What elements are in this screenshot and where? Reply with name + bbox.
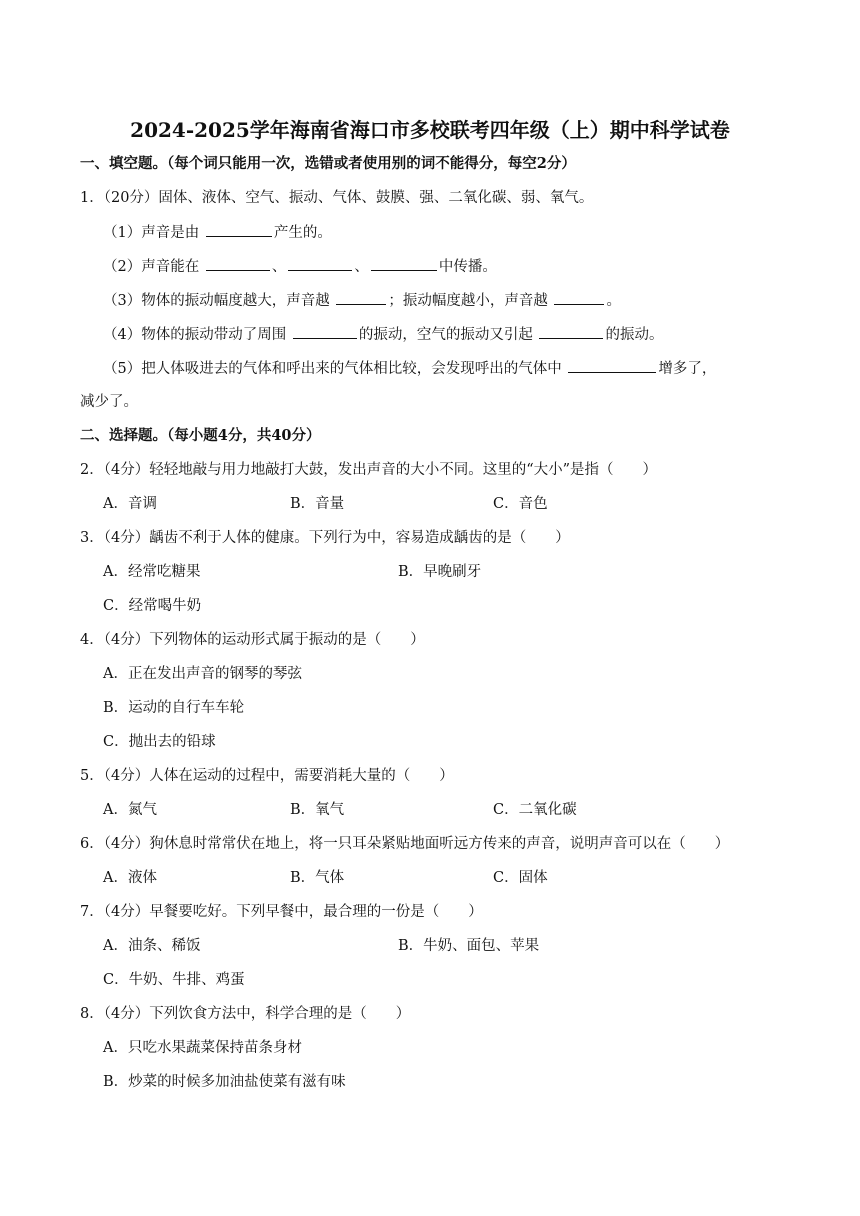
question-8-stem: 8．（4分）下列饮食方法中，科学合理的是（ ） xyxy=(80,1006,411,1022)
question-4-stem: 4．（4分）下列物体的运动形式属于振动的是（ ） xyxy=(80,632,425,648)
question-3-option-b[interactable]: B．早晚刷牙 xyxy=(398,564,482,580)
question-7-option-c[interactable]: C．牛奶、牛排、鸡蛋 xyxy=(103,972,245,988)
question-7-option-a[interactable]: A．油条、稀饭 xyxy=(103,938,201,954)
question-1-stem: 1．（20分）固体、液体、空气、振动、气体、鼓膜、强、二氧化碳、弱、氧气。 xyxy=(80,190,594,206)
question-5-option-b[interactable]: B．氧气 xyxy=(290,802,345,818)
answer-blank[interactable] xyxy=(539,324,603,339)
answer-blank[interactable] xyxy=(371,256,437,271)
question-8-option-b[interactable]: B．炒菜的时候多加油盐使菜有滋有味 xyxy=(103,1074,346,1090)
question-6-stem: 6．（4分）狗休息时常常伏在地上，将一只耳朵紧贴地面听远方传来的声音，说明声音可以在（ ） xyxy=(80,836,730,852)
question-4-option-a[interactable]: A．正在发出声音的钢琴的琴弦 xyxy=(103,666,302,682)
question-6-option-b[interactable]: B．气体 xyxy=(290,870,345,886)
answer-blank[interactable] xyxy=(206,256,270,271)
question-3-stem: 3．（4分）龋齿不利于人体的健康。下列行为中，容易造成龋齿的是（ ） xyxy=(80,530,570,546)
question-1-part-2: （2）声音能在 、 、 中传播。 xyxy=(103,256,497,277)
question-1-part-5: （5）把人体吸进去的气体和呼出来的气体相比较，会发现呼出的气体中 增多了， xyxy=(103,358,716,379)
question-5-option-c[interactable]: C．二氧化碳 xyxy=(493,802,577,818)
question-2-stem: 2．（4分）轻轻地敲与用力地敲打大鼓，发出声音的大小不同。这里的“大小”是指（ ） xyxy=(80,462,658,478)
answer-blank[interactable] xyxy=(568,358,656,373)
answer-blank[interactable] xyxy=(336,290,386,305)
answer-blank[interactable] xyxy=(293,324,357,339)
question-8-option-a[interactable]: A．只吃水果蔬菜保持苗条身材 xyxy=(103,1040,302,1056)
question-4-option-c[interactable]: C．抛出去的铅球 xyxy=(103,734,216,750)
question-6-option-c[interactable]: C．固体 xyxy=(493,870,548,886)
question-2-option-b[interactable]: B．音量 xyxy=(290,496,345,512)
question-2-option-c[interactable]: C．音色 xyxy=(493,496,548,512)
answer-blank[interactable] xyxy=(288,256,352,271)
section-1-heading: 一、填空题。（每个词只能用一次，选错或者使用别的词不能得分，每空2分） xyxy=(80,155,576,172)
answer-blank[interactable] xyxy=(206,222,272,237)
question-3-option-a[interactable]: A．经常吃糖果 xyxy=(103,564,201,580)
section-2-heading: 二、选择题。（每小题4分，共40分） xyxy=(80,427,321,444)
question-1-part-5-continued: 减少了。 xyxy=(80,394,138,410)
answer-blank[interactable] xyxy=(554,290,604,305)
question-6-option-a[interactable]: A．液体 xyxy=(103,870,157,886)
question-1-part-1: （1）声音是由 产生的。 xyxy=(103,222,332,243)
exam-title: 2024-2025学年海南省海口市多校联考四年级（上）期中科学试卷 xyxy=(130,118,730,142)
question-5-option-a[interactable]: A．氮气 xyxy=(103,802,157,818)
question-3-option-c[interactable]: C．经常喝牛奶 xyxy=(103,598,202,614)
question-2-option-a[interactable]: A．音调 xyxy=(103,496,157,512)
question-7-stem: 7．（4分）早餐要吃好。下列早餐中，最合理的一份是（ ） xyxy=(80,904,483,920)
question-7-option-b[interactable]: B．牛奶、面包、苹果 xyxy=(398,938,540,954)
question-1-part-3: （3）物体的振动幅度越大，声音越 ；振动幅度越小，声音越 。 xyxy=(103,290,621,311)
question-5-stem: 5．（4分）人体在运动的过程中，需要消耗大量的（ ） xyxy=(80,768,454,784)
question-4-option-b[interactable]: B．运动的自行车车轮 xyxy=(103,700,245,716)
question-1-part-4: （4）物体的振动带动了周围 的振动，空气的振动又引起 的振动。 xyxy=(103,324,663,345)
